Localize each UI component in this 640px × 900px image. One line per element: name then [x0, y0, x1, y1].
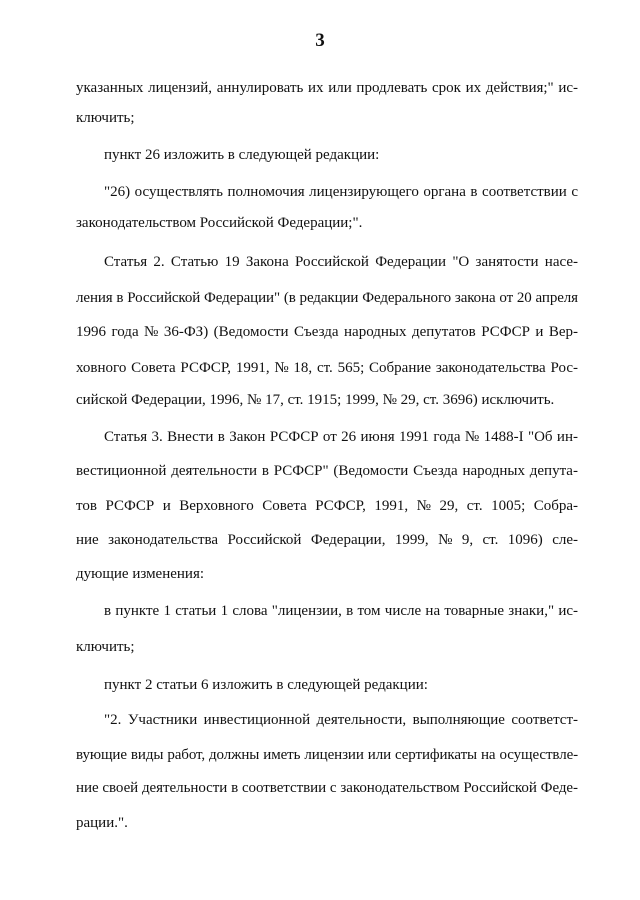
text-line: ховного Совета РСФСР, 1991, № 18, ст. 565; Собрание законодательства Рос- [76, 360, 578, 376]
text-line: в пункте 1 статьи 1 слова "лицензии, в том числе на товарные знаки," ис- [104, 603, 579, 619]
text-line: сийской Федерации, 1996, № 17, ст. 1915; 1999, № 29, ст. 3696) исключить. [76, 392, 555, 408]
text-line: тов РСФСР и Верховного Совета РСФСР, 1991, № 29, ст. 1005; Собра- [76, 498, 579, 514]
text-line: вующие виды работ, должны иметь лицензии или сертификаты на осуществле- [76, 747, 579, 763]
text-line: "2. Участники инвестиционной деятельности, выполняющие соответст- [104, 712, 579, 728]
text-line: пункт 2 статьи 6 изложить в следующей редакции: [104, 677, 428, 693]
text-line: ние законодательства Российской Федерации, 1999, № 9, ст. 1096) сле- [76, 532, 579, 548]
text-line: ключить; [76, 110, 135, 126]
text-line: дующие изменения: [76, 566, 205, 582]
article-2-heading-line: Статья 2. Статью 19 Закона Российской Федерации "О занятости насе- [104, 254, 578, 270]
text-line: указанных лицензий, аннулировать их или продлевать срок их действия;" ис- [76, 80, 579, 96]
text-line: "26) осуществлять полномочия лицензирующего органа в соответствии с [104, 184, 578, 200]
text-line: вестиционной деятельности в РСФСР" (Ведомости Съезда народных депута- [76, 463, 578, 479]
text-line: 1996 года № 36-ФЗ) (Ведомости Съезда народных депутатов РСФСР и Вер- [76, 324, 579, 340]
text-line: законодательством Российской Федерации;". [76, 215, 363, 231]
text-line: ние своей деятельности в соответствии с законодательством Российской Феде- [76, 780, 578, 796]
text-line: рации.". [76, 815, 128, 831]
page-number: 3 [315, 30, 325, 51]
article-3-heading-line: Статья 3. Внести в Закон РСФСР от 26 июня 1991 года № 1488-I "Об ин- [104, 429, 578, 445]
text-line: пункт 26 изложить в следующей редакции: [104, 147, 380, 163]
text-line: ключить; [76, 639, 135, 655]
text-line: ления в Российской Федерации" (в редакции Федерального закона от 20 апреля [76, 290, 578, 306]
